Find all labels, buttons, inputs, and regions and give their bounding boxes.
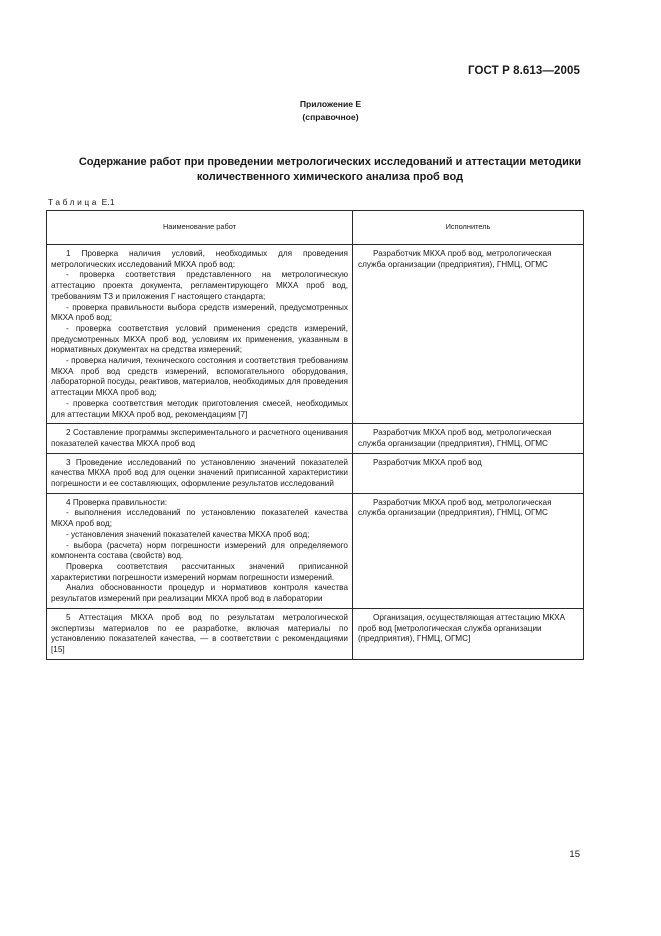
- work-paragraph: Анализ обоснованности процедур и нормативов контроля качества результатов измерений при реализации МКХА проб вод в лаборатории: [51, 583, 348, 604]
- work-paragraph: - проверка соответствия условий применения средств измерений, предусмотренных МКХА проб вод, условиям их применения, указанным в нормативных документах на средства измерений;: [51, 323, 348, 355]
- executor-text: Разработчик МКХА проб вод, метрологическая служба организации (предприятия), ГНМЦ, ОГМС: [358, 428, 552, 448]
- work-paragraph: - выбора (расчета) норм погрешности измерений для определяемого компонента состава (свойств) вод.: [51, 540, 348, 561]
- executor-cell: [353, 453, 584, 493]
- table-row: [47, 453, 584, 493]
- appendix-title: Приложение Е: [299, 99, 362, 109]
- table-header-row: [47, 211, 584, 245]
- table-caption: [48, 197, 115, 207]
- work-paragraph: 5 Аттестация МКХА проб вод по результатам метрологической экспертизы материалов по ее разработке, включая материалы по установлению показателей качества, — в соответствии с рекомендациями [15]: [51, 612, 348, 654]
- work-paragraph: 3 Проведение исследований по установлению значений показателей качества МКХА проб вод для оценки значений приписанной характеристики погрешности и ее составляющих, оформление результатов исследований: [51, 457, 348, 489]
- header-executor: Исполнитель: [353, 211, 584, 245]
- document-code: ГОСТ Р 8.613—2005: [468, 65, 580, 77]
- appendix-heading: [0, 98, 661, 124]
- executor-text: Организация, осуществляющая аттестацию МКХА проб вод [метрологическая служба организации (предприятия), ГНМЦ, ОГМС]: [358, 612, 566, 644]
- work-cell: [47, 453, 353, 493]
- executor-text: Разработчик МКХА проб вод: [373, 457, 482, 467]
- work-cell: [47, 245, 353, 424]
- executor-cell: [353, 493, 584, 608]
- executor-text: Разработчик МКХА проб вод, метрологическая служба организации (предприятия), ГНМЦ, ОГМС: [358, 249, 552, 269]
- work-paragraph: - выполнения исследований по установлению показателей качества МКХА проб вод;: [51, 508, 348, 529]
- executor-cell: [353, 608, 584, 659]
- works-table: [46, 210, 584, 660]
- work-cell: [47, 608, 353, 659]
- header-works: Наименование работ: [47, 211, 353, 245]
- table-row: [47, 245, 584, 424]
- work-paragraph: 2 Составление программы экспериментального и расчетного оценивания показателей качества МКХА проб вод: [51, 428, 348, 448]
- work-paragraph: - проверка наличия, технического состояния и соответствия требованиям МКХА проб вод средств измерений, вспомогательного оборудования, лабораторной посуды, реактивов, материалов, необходимых для проведения аттестации МКХА проб вод;: [51, 356, 348, 398]
- work-paragraph: - проверка соответствия представленного на метрологическую аттестацию проекта документа, регламентирующего МКХА проб вод, требованиям ТЗ и приложения Г настоящего стандарта;: [51, 270, 348, 301]
- appendix-subtitle: (справочное): [302, 112, 359, 122]
- executor-text: Разработчик МКХА проб вод, метрологическая служба организации (предприятия), ГНМЦ, ОГМС: [358, 497, 552, 518]
- table-caption-number: Е.1: [101, 197, 115, 207]
- work-paragraph: - установления значений показателей качества МКХА проб вод;: [66, 529, 310, 539]
- table-row: [47, 608, 584, 659]
- work-paragraph: 1 Проверка наличия условий, необходимых для проведения метрологических исследований МКХА проб вод:: [51, 249, 348, 269]
- title-line-1: Содержание работ при проведении метрологических исследований и аттестации методики: [78, 156, 582, 168]
- table-row: [47, 424, 584, 453]
- title-line-2: количественного химического анализа проб вод: [196, 171, 464, 183]
- work-paragraph: - проверка правильности выбора средств измерений, предусмотренных МКХА проб вод;: [51, 302, 348, 323]
- work-paragraph: 4 Проверка правильности:: [66, 497, 168, 507]
- table-caption-word: Таблица: [48, 197, 100, 207]
- work-cell: [47, 424, 353, 453]
- document-title: [50, 155, 610, 185]
- table-row: [47, 493, 584, 608]
- page-number: 15: [569, 849, 580, 860]
- work-paragraph: - проверка соответствия методик приготовления смесей, необходимых для аттестации МКХА проб вод, рекомендациям [7]: [51, 398, 348, 419]
- work-cell: [47, 493, 353, 608]
- executor-cell: [353, 424, 584, 453]
- work-paragraph: Проверка соответствия рассчитанных значений приписанной характеристики погрешности измерений нормам погрешности измерений.: [51, 561, 348, 582]
- executor-cell: [353, 245, 584, 424]
